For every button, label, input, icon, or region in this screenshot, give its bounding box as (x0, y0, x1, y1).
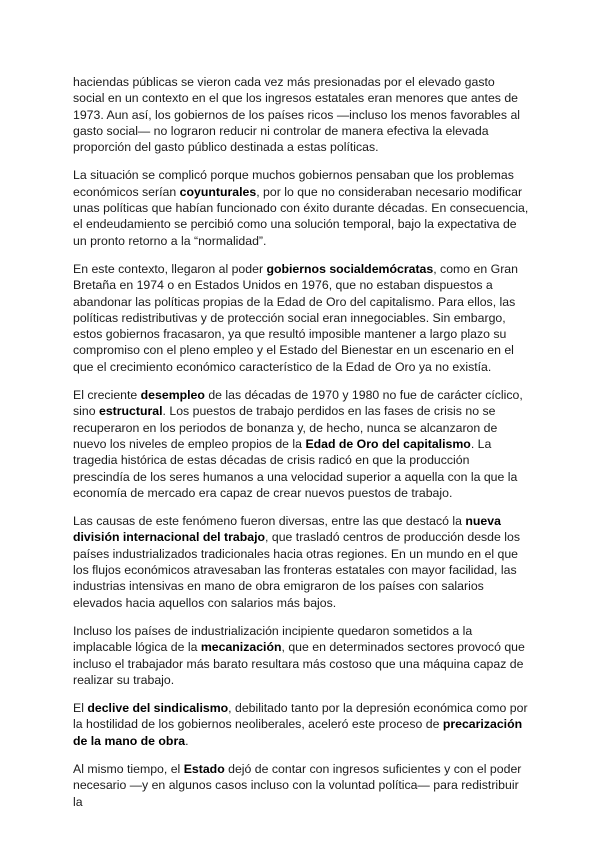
bold-term: nueva división internacional del trabajo (73, 514, 501, 545)
text-run: En este contexto, llegaron al poder (73, 261, 267, 276)
body-paragraph (73, 700, 529, 749)
body-paragraph (73, 387, 529, 501)
text-run: El (73, 701, 88, 716)
text-run: . Los puestos de trabajo perdidos en las fases de crisis no se recuperaron en los periodos de bonanza y, de hecho, nunca se alcanzaron de nuevo los niveles de empleo propios de la (73, 404, 498, 451)
body-paragraph (73, 761, 529, 810)
bold-term: mecanización (200, 640, 282, 655)
bold-term: precarización de la mano de obra (73, 717, 523, 748)
bold-term: Edad de Oro del capitalismo (305, 436, 471, 451)
document-page (73, 74, 529, 822)
body-paragraph (73, 74, 529, 155)
bold-term: coyunturales (179, 184, 257, 199)
bold-term: desempleo (140, 388, 205, 403)
text-run: Incluso los países de industrialización incipiente quedaron sometidos a la implacable lógica de la (73, 623, 473, 655)
text-run: Las causas de este fenómeno fueron diversas, entre las que destacó la (73, 514, 466, 529)
text-run: haciendas públicas se vieron cada vez más presionadas por el elevado gasto social en un contexto en el que los ingresos estatales eran menores que antes de 1973. Aun así, los gobiernos de los países ricos —incluso los menos favorables al gasto social— no lograron reducir ni controlar de manera efectiva la elevada proporción del gasto público destinada a estas políticas. (73, 75, 521, 155)
text-run: . La tragedia histórica de estas décadas de crisis radicó en que la producción prescindía de los seres humanos a una velocidad superior a aquella con la que la economía de mercado era capaz de crear nuevos puestos de trabajo. (73, 436, 518, 500)
body-paragraph (73, 167, 529, 248)
text-run: El creciente (73, 388, 141, 403)
text-run: , debilitado tanto por la depresión económica como por la hostilidad de los gobiernos neoliberales, aceleró este proceso de (73, 701, 528, 732)
text-run: de las décadas de 1970 y 1980 no fue de carácter cíclico, sino (73, 388, 523, 419)
text-run: Al mismo tiempo, el (73, 761, 184, 776)
text-run: dejó de contar con ingresos suficientes y con el poder necesario —y en algunos casos incluso con la voluntad política— para redistribuir la (73, 761, 522, 809)
bold-term: estructural (98, 404, 163, 419)
text-run: . (185, 733, 189, 748)
text-run: , como en Gran Bretaña en 1974 o en Estados Unidos en 1976, que no estaban dispuestos a abandonar las políticas propias de la Edad de Oro del capitalismo. Para ellos, las políticas redistributivas y de protección social eran innegociables. Sin embargo, estos gobiernos fracasaron, ya que resultó imposible mantener a largo plazo su compromiso con el pleno empleo y el Estado del Bienestar en un escenario en el que el crecimiento económico característico de la Edad de Oro ya no existía. (73, 261, 518, 374)
body-paragraph (73, 513, 529, 611)
body-paragraph (73, 623, 529, 688)
body-paragraph (73, 261, 529, 375)
text-run: , por lo que no consideraban necesario modificar unas políticas que habían funcionado con éxito durante décadas. En consecuencia, el endeudamiento se percibió como una solución temporal, bajo la expectativa de un pronto retorno a la “normalidad”. (73, 184, 529, 248)
text-run: La situación se complicó porque muchos gobiernos pensaban que los problemas económicos serían (73, 168, 514, 199)
bold-term: Estado (183, 761, 225, 776)
bold-term: gobiernos socialdemócratas (266, 261, 434, 276)
bold-term: declive del sindicalismo (87, 701, 229, 716)
text-run: , que trasladó centros de producción desde los países industrializados tradicionales hacia otras regiones. En un mundo en el que los flujos económicos atravesaban las fronteras estatales con mayor facilidad, las industrias intensivas en mano de obra emigraron de los países con salarios elevados hacia aquellos con salarios más bajos. (73, 530, 520, 610)
text-run: , que en determinados sectores provocó que incluso el trabajador más barato resultara más costoso que una máquina capaz de realizar su trabajo. (73, 640, 525, 687)
